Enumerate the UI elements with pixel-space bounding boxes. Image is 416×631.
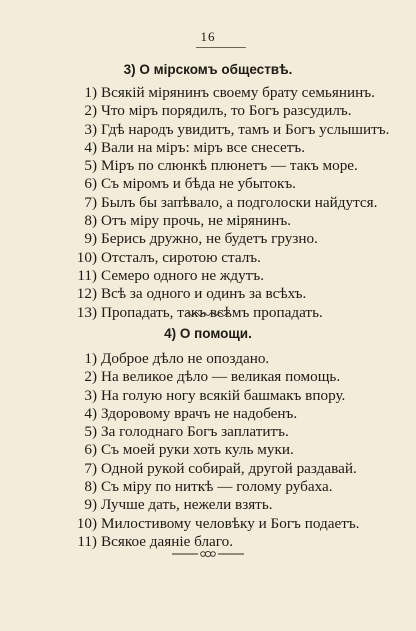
proverb-item bbox=[64, 368, 409, 386]
proverb-number: 5) bbox=[84, 423, 97, 441]
proverb-number: 11) bbox=[77, 532, 97, 550]
proverb-number: 7) bbox=[84, 459, 97, 477]
section-heading-pomoshchi: 4) О помощи. bbox=[164, 326, 252, 341]
proverb-text: Одной рукой собирай, другой раздавай. bbox=[101, 459, 357, 477]
proverb-item bbox=[64, 84, 409, 102]
proverb-number: 10) bbox=[76, 514, 97, 532]
proverb-item bbox=[64, 212, 409, 230]
proverb-item bbox=[64, 405, 409, 423]
proverb-text: Былъ бы запѣвало, а подголоски найдутся. bbox=[101, 193, 378, 211]
proverb-text: Что міръ порядилъ, то Богъ разсудилъ. bbox=[101, 102, 352, 120]
proverb-text: Здоровому врачъ не надобенъ. bbox=[101, 404, 298, 422]
proverb-text: Міръ по слюнкѣ плюнетъ — такъ море. bbox=[101, 157, 358, 175]
proverb-number: 1) bbox=[84, 84, 97, 101]
proverb-text: Съ моей руки хоть куль муки. bbox=[101, 441, 294, 459]
proverb-item bbox=[64, 350, 409, 368]
proverb-number: 6) bbox=[84, 441, 97, 459]
proverb-text: Милостивому человѣку и Богъ подаетъ. bbox=[101, 514, 360, 532]
proverb-item bbox=[64, 267, 409, 285]
page-number: 16 bbox=[200, 29, 216, 44]
proverb-item bbox=[64, 387, 409, 405]
proverb-text: Пропадать, такъ всѣмъ пропадать. bbox=[101, 303, 323, 321]
proverb-number: 9) bbox=[84, 496, 97, 514]
proverb-number: 8) bbox=[84, 478, 97, 496]
proverb-item bbox=[64, 423, 409, 441]
proverb-number: 2) bbox=[84, 368, 97, 386]
proverb-number: 3) bbox=[84, 386, 97, 404]
proverb-text: Берись дружно, не будетъ грузно. bbox=[101, 230, 318, 248]
proverbs-list-pomoshchi bbox=[64, 350, 409, 551]
proverb-item bbox=[64, 194, 409, 212]
proverb-text: Всякое даяніе благо. bbox=[101, 532, 234, 550]
proverb-text: Гдѣ народъ увидитъ, тамъ и Богъ услышитъ. bbox=[101, 120, 390, 138]
proverb-number: 1) bbox=[84, 350, 97, 367]
proverb-text: Лучше дать, нежели взять. bbox=[101, 496, 273, 514]
proverb-number: 6) bbox=[84, 175, 97, 193]
proverb-text: Доброе дѣло не опоздано. bbox=[101, 350, 270, 367]
proverb-text: Всякій мірянинъ своему брату семьянинъ. bbox=[101, 84, 375, 101]
proverb-item bbox=[64, 175, 409, 193]
proverb-number: 10) bbox=[76, 248, 97, 266]
proverb-item bbox=[64, 460, 409, 478]
proverb-item bbox=[64, 139, 409, 157]
proverb-text: За голоднаго Богъ заплатитъ. bbox=[101, 423, 289, 441]
page-number-rule bbox=[196, 47, 246, 48]
proverb-number: 11) bbox=[77, 266, 97, 284]
proverb-number: 4) bbox=[84, 138, 97, 156]
proverb-text: Отъ міру прочь, не мірянинъ. bbox=[101, 212, 292, 230]
proverb-text: Семеро одного не ждутъ. bbox=[101, 266, 265, 284]
proverb-number: 9) bbox=[84, 230, 97, 248]
proverb-text: На великое дѣло — великая помощь. bbox=[101, 368, 341, 386]
proverb-item bbox=[64, 121, 409, 139]
proverb-item bbox=[64, 157, 409, 175]
proverb-number: 3) bbox=[84, 120, 97, 138]
proverb-item bbox=[64, 230, 409, 248]
proverbs-list-mirskoe bbox=[64, 84, 409, 322]
proverb-number: 7) bbox=[84, 193, 97, 211]
proverb-item bbox=[64, 249, 409, 267]
proverb-number: 8) bbox=[84, 212, 97, 230]
proverb-text: Съ міру по ниткѣ — голому рубаха. bbox=[101, 478, 333, 496]
proverb-item bbox=[64, 496, 409, 514]
proverb-text: Вали на міръ: міръ все снесетъ. bbox=[101, 138, 306, 156]
proverb-number: 4) bbox=[84, 404, 97, 422]
proverb-item bbox=[64, 478, 409, 496]
end-ornament bbox=[172, 549, 244, 559]
proverb-item bbox=[64, 102, 409, 120]
proverb-number: 5) bbox=[84, 157, 97, 175]
wavy-divider bbox=[186, 311, 230, 317]
proverb-text: Отсталъ, сиротою сталъ. bbox=[101, 248, 261, 266]
section-heading-mirskoe: 3) О мірскомъ обществѣ. bbox=[123, 62, 293, 77]
proverb-item bbox=[64, 304, 409, 322]
proverb-item bbox=[64, 285, 409, 303]
proverb-number: 13) bbox=[76, 303, 97, 321]
proverb-text: На голую ногу всякій башмакъ впору. bbox=[101, 386, 346, 404]
proverb-item bbox=[64, 515, 409, 533]
proverb-number: 2) bbox=[84, 102, 97, 120]
proverb-text: Всѣ за одного и одинъ за всѣхъ. bbox=[101, 285, 307, 303]
proverb-item bbox=[64, 441, 409, 459]
proverb-number: 12) bbox=[76, 285, 97, 303]
proverb-text: Съ міромъ и бѣда не убытокъ. bbox=[101, 175, 296, 193]
